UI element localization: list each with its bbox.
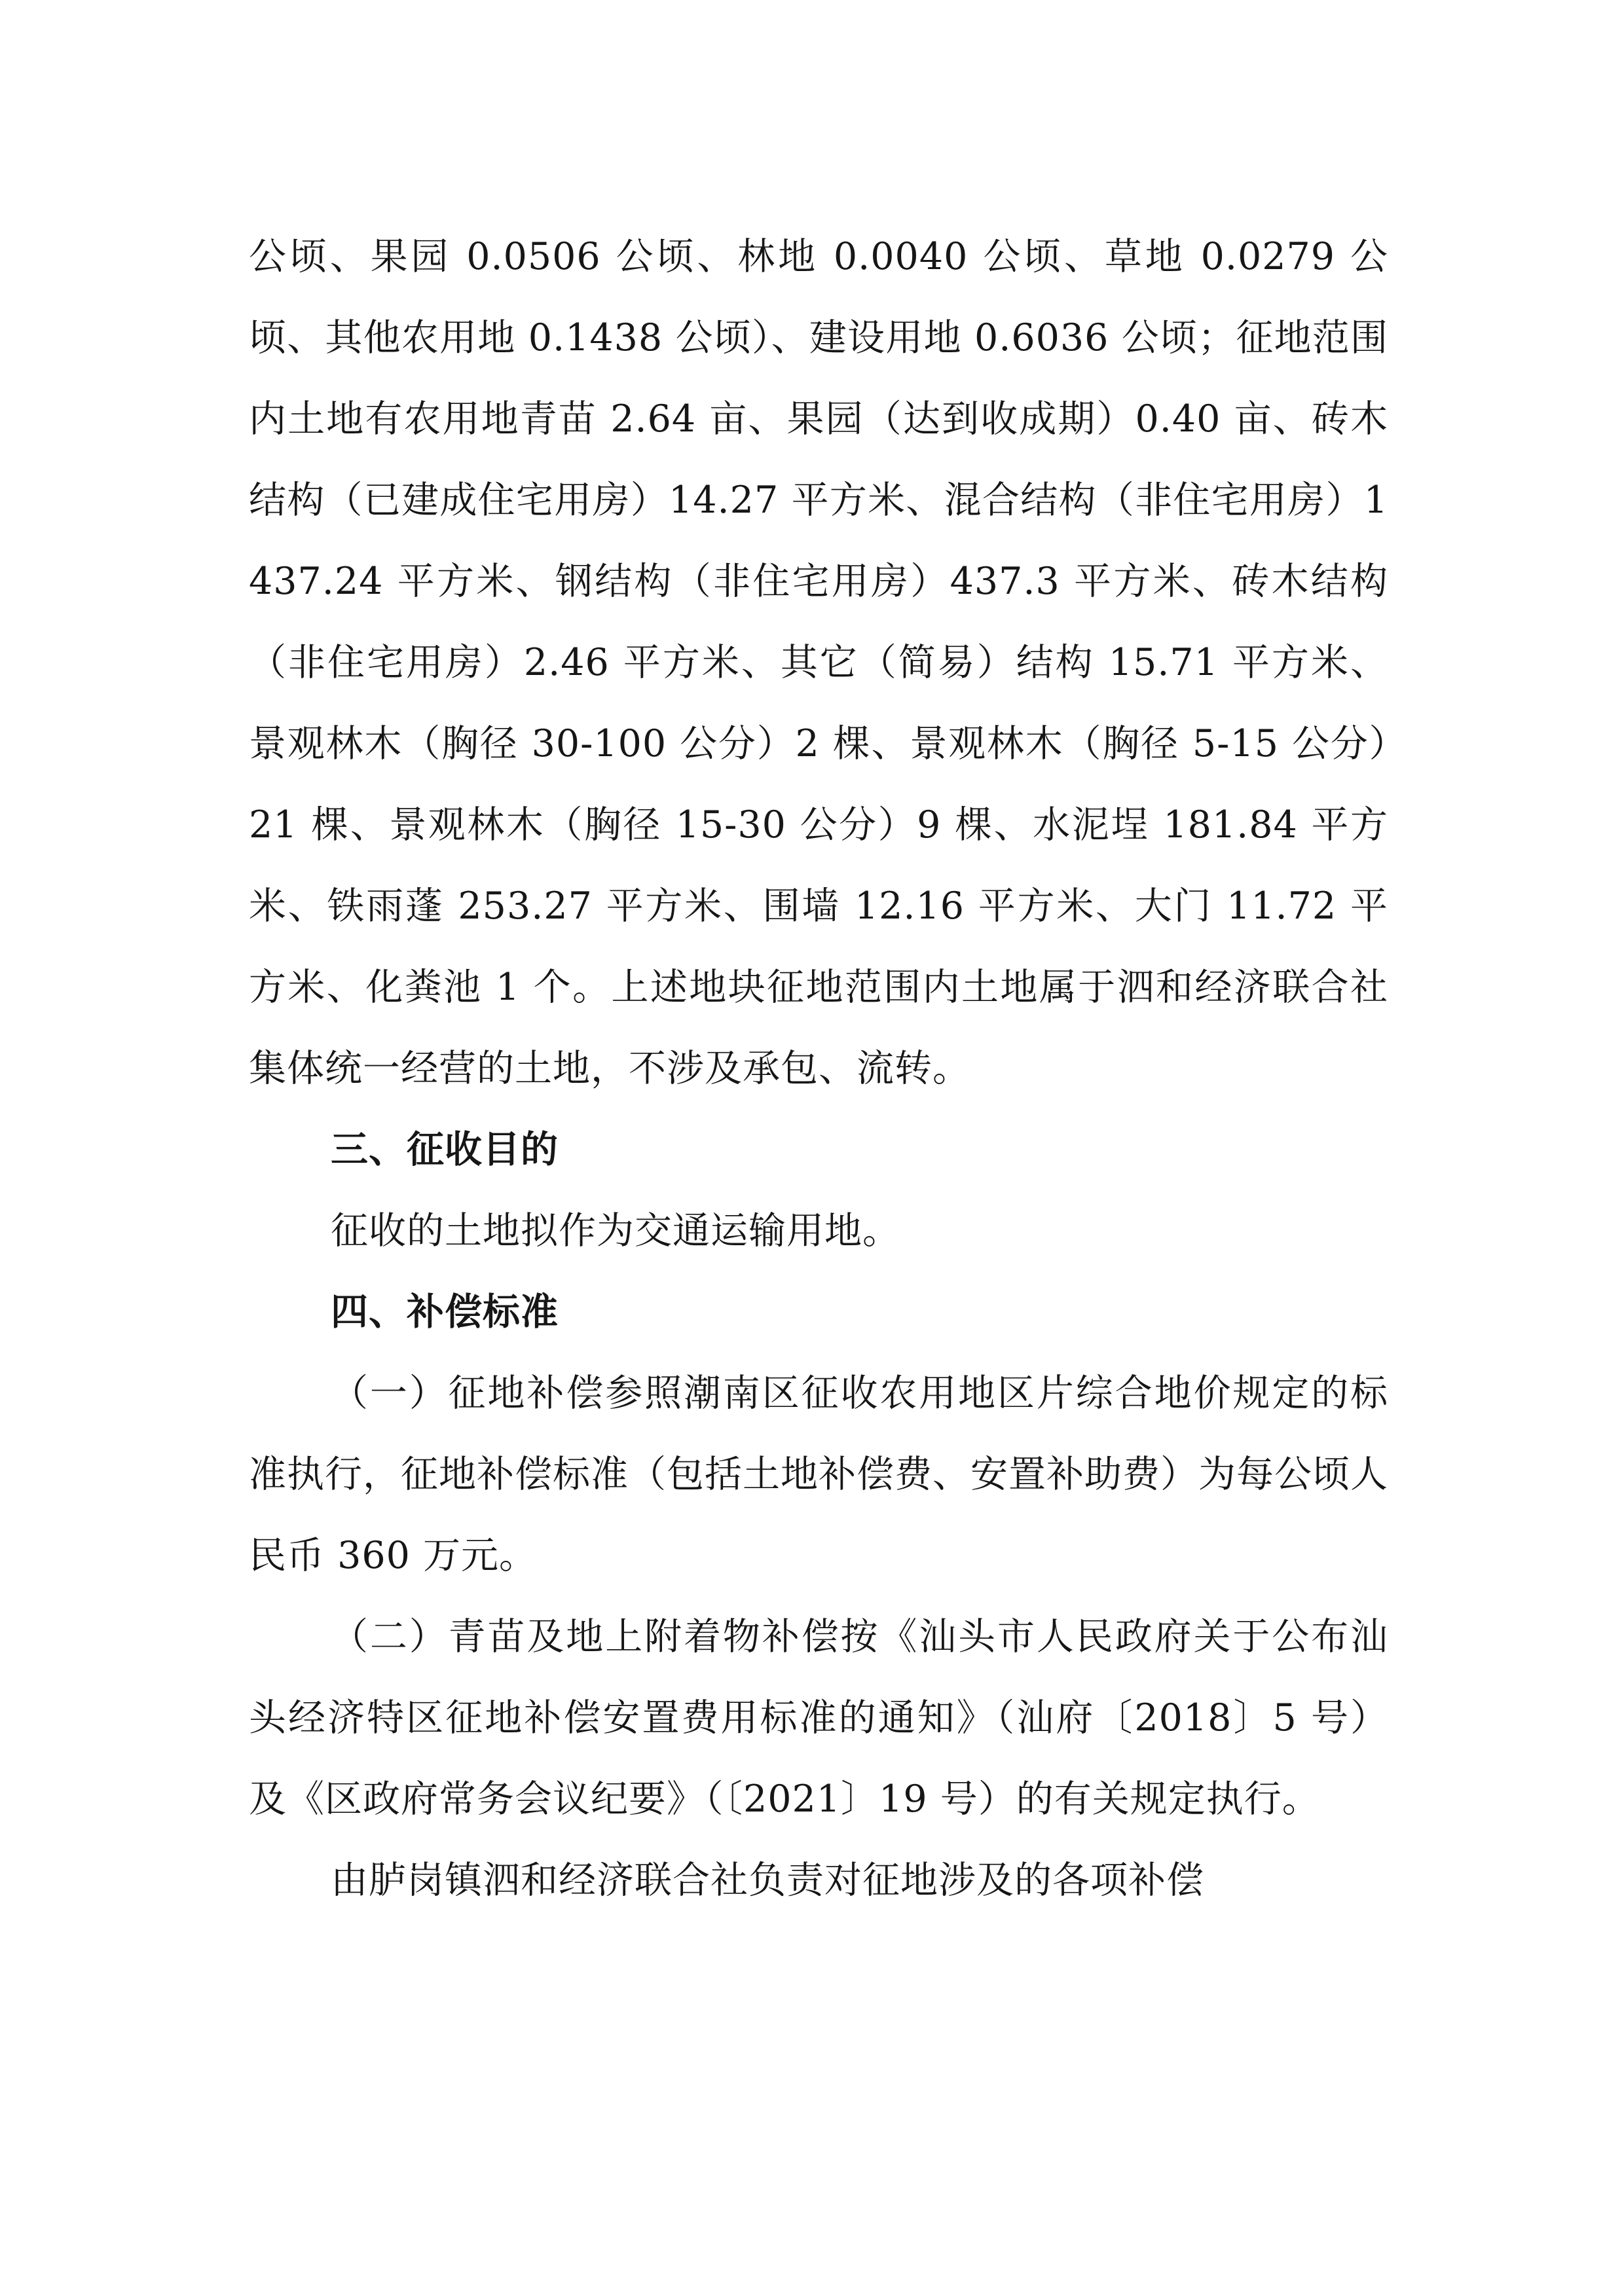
compensation-paragraph-2: （二）青苗及地上附着物补偿按《汕头市人民政府关于公布汕头经济特区征地补偿安置费用标准的通知》（汕府〔2018〕5 号）及《区政府常务会议纪要》（〔2021〕19 号）的有关规定执行。 xyxy=(249,1615,1388,1821)
purpose-paragraph: 征收的土地拟作为交通运输用地。 xyxy=(331,1209,900,1252)
land-details-paragraph: 公顷、果园 0.0506 公顷、林地 0.0040 公顷、草地 0.0279 公顷、其他农用地 0.1438 公顷）、建设用地 0.6036 公顷；征地范围内土地有农用地青苗 2.64 亩、果园（达到收成期）0.40 亩、砖木结构（已建成住宅用房）14.27 平方米、混合结构（非住宅用房）1437.24 平方米、钢结构（非住宅用房）437.3 平方米、砖木结构（非住宅用房）2.46 平方米、其它（简易）结构 15.71 平方米、景观林木（胸径 30-100 公分）2 棵、景观林木（胸径 5-15 公分）21 棵、景观林木（胸径 15-30 公分）9 棵、水泥埕 181.84 平方米、铁雨蓬 253.27 平方米、围墙 12.16 平方米、大门 11.72 平方米、化粪池 1 个。上述地块征地范围内土地属于泗和经济联合社集体统一经营的土地，不涉及承包、流转。 xyxy=(249,235,1388,1090)
document-page xyxy=(249,216,1388,1921)
compensation-paragraph-1: （一）征地补偿参照潮南区征收农用地区片综合地价规定的标准执行，征地补偿标准（包括土地补偿费、安置补助费）为每公顷人民币 360 万元。 xyxy=(249,1372,1388,1577)
section-heading-purpose: 三、征收目的 xyxy=(331,1128,559,1171)
section-heading-compensation: 四、补偿标准 xyxy=(331,1290,559,1334)
responsibility-paragraph: 由胪岗镇泗和经济联合社负责对征地涉及的各项补偿 xyxy=(331,1859,1204,1902)
